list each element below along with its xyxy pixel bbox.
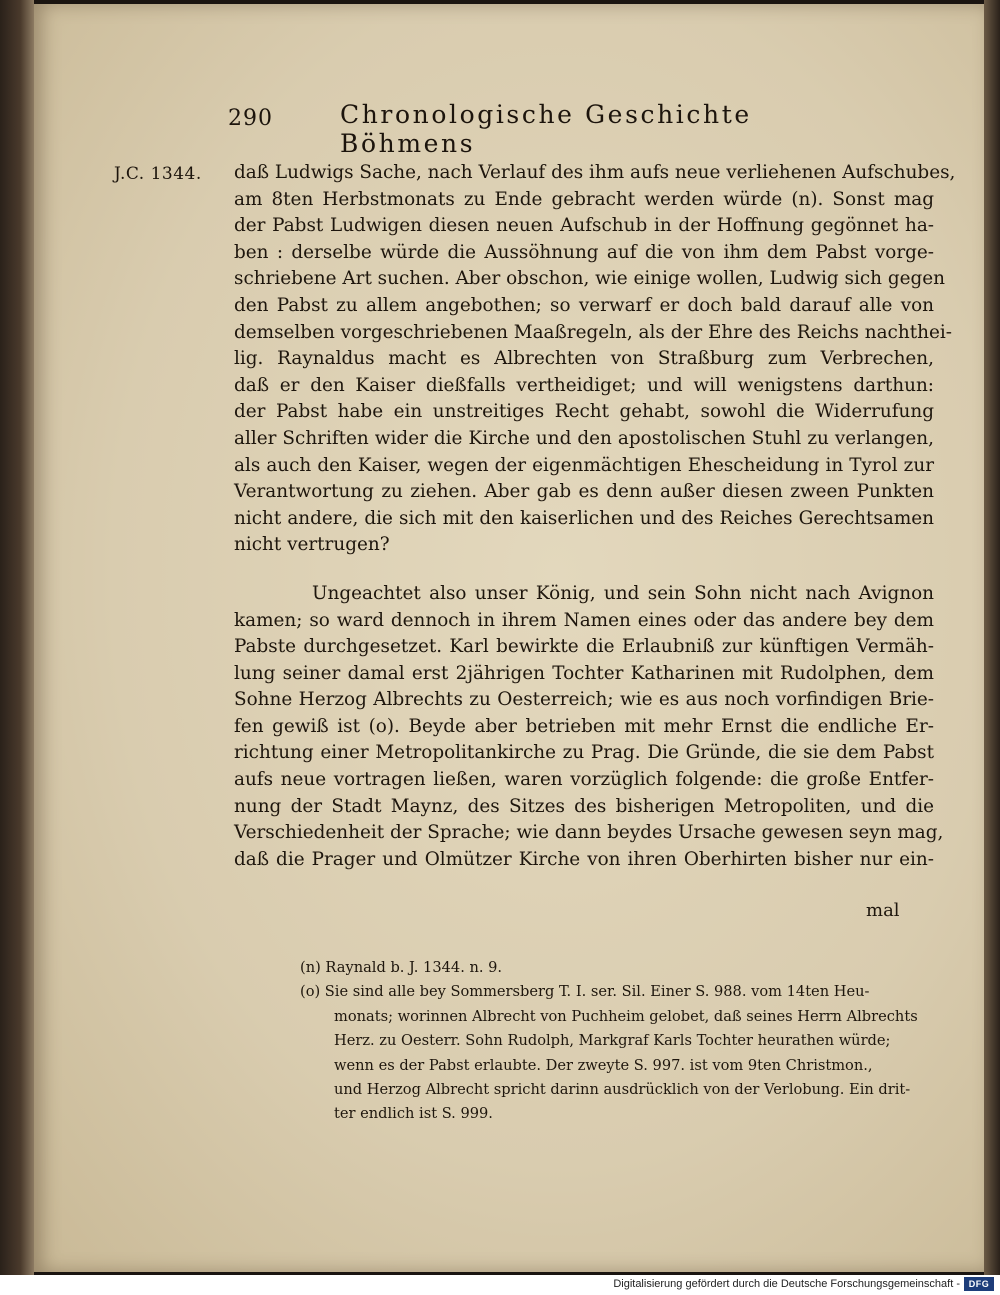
text-line: Sohne Herzog Albrechts zu Oesterreich; wie es aus noch vorfindigen Brie- [234,689,934,711]
text-line: daß Ludwigs Sache, nach Verlauf des ihm aufs neue verliehenen Aufschubes, [234,162,956,183]
footnote-line: ter endlich ist S. 999. [334,1105,493,1123]
text-line: lung seiner damal erst 2jährigen Tochter Katharinen mit Rudolphen, dem [234,662,934,684]
text-line: kamen; so ward dennoch in ihrem Namen eines oder das andere bey dem [234,609,934,631]
page-edge [984,0,1000,1275]
page-number: 290 [228,106,273,131]
text-line: nicht andere, die sich mit den kaiserlichen und des Reiches Gerechtsamen [234,507,934,529]
text-line: aller Schriften wider die Kirche und den apostolischen Stuhl zu verlangen, [234,427,934,449]
paragraph-1 [234,160,956,559]
text-line: der Pabst Ludwigen diesen neuen Aufschub in der Hoffnung gegönnet ha- [234,215,934,237]
footnote-line: und Herzog Albrecht spricht darinn ausdrücklich von der Verlobung. Ein drit- [334,1081,911,1099]
footnote-n [300,956,932,980]
text-line: schriebene Art suchen. Aber obschon, wie einige wollen, Ludwig sich gegen [234,268,946,290]
footnote-line: (o) Sie sind alle bey Sommersberg T. I. ser. Sil. Einer S. 988. vom 14ten Heu- [300,983,870,1001]
footnote-o [300,980,932,1126]
text-line: daß er den Kaiser dießfalls vertheidiget; und will wenigstens darthun: [234,374,934,396]
text-line: ben : derselbe würde die Aussöhnung auf die von ihm dem Pabst vorge- [234,241,934,263]
paragraph-2 [234,581,944,874]
book-spine [0,0,34,1275]
text-line: am 8ten Herbstmonats zu Ende gebracht werden würde (n). Sonst mag [234,188,934,210]
text-line: aufs neue vortragen ließen, waren vorzüglich folgende: die große Entfer- [234,769,934,791]
footnote-line: monats; worinnen Albrecht von Puchheim gelobet, daß seines Herrn Albrechts [334,1007,918,1025]
text-line: Ungeachtet also unser König, und sein Sohn nicht nach Avignon [312,582,934,604]
running-title: Chronologische Geschichte Böhmens [340,100,752,158]
dfg-logo-icon: DFG [964,1277,994,1291]
catchword: mal [866,900,900,921]
text-line: nicht vertrugen? [234,534,390,556]
text-line: als auch den Kaiser, wegen der eigenmächtigen Ehescheidung in Tyrol zur [234,454,934,476]
body-text [234,160,956,873]
footer-strip [0,1275,600,1295]
footnote-line: wenn es der Pabst erlaubte. Der zweyte S. 997. ist vom 9ten Christmon., [334,1056,873,1074]
text-line: Pabste durchgesetzet. Karl bewirkte die Erlaubniß zur künftigen Vermäh- [234,636,934,658]
text-line: daß die Prager und Olmützer Kirche von ihren Oberhirten bisher nur ein- [234,848,934,870]
text-line: nung der Stadt Maynz, des Sitzes des bisherigen Metropoliten, und die [234,795,934,817]
text-line: Verschiedenheit der Sprache; wie dann beydes Ursache gewesen seyn mag, [234,822,944,844]
footnote-line: (n) Raynald b. J. 1344. n. 9. [300,959,503,976]
text-line: Verantwortung zu ziehen. Aber gab es denn außer diesen zween Punkten [234,481,934,503]
footnote-line: Herz. zu Oesterr. Sohn Rudolph, Markgraf Karls Tochter heurathen würde; [334,1032,891,1050]
text-line: den Pabst zu allem angebothen; so verwarf er doch bald darauf alle von [234,294,934,316]
footnotes [300,956,932,1127]
text-line: richtung einer Metropolitankirche zu Prag. Die Gründe, die sie dem Pabst [234,742,934,764]
text-line: der Pabst habe ein unstreitiges Recht gehabt, sowohl die Widerrufung [234,401,934,423]
text-line: lig. Raynaldus macht es Albrechten von Straßburg zum Verbrechen, [234,348,934,370]
digitization-credit: Digitalisierung gefördert durch die Deutsche Forschungsgemeinschaft - [613,1278,960,1290]
text-line: fen gewiß ist (o). Beyde aber betrieben mit mehr Ernst die endliche Er- [234,715,934,737]
marginal-date: J.C. 1344. [114,164,202,184]
text-line: demselben vorgeschriebenen Maaßregeln, als der Ehre des Reichs nachthei- [234,321,952,343]
